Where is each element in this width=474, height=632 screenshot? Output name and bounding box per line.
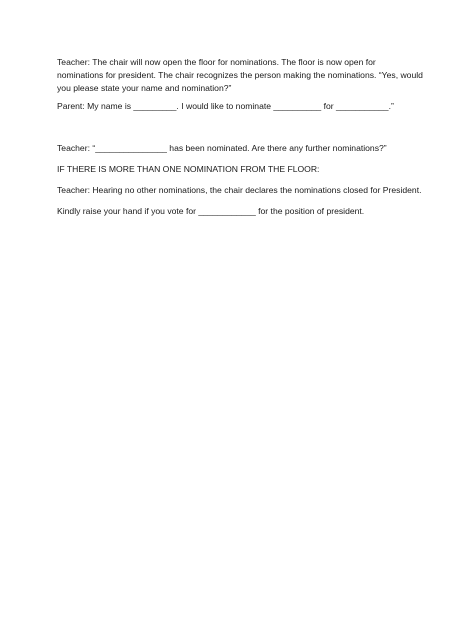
paragraph-teacher-nominated: Teacher: “_______________ has been nominated. Are there any further nominations?”: [57, 143, 387, 153]
paragraph-multiple-nominations-heading: IF THERE IS MORE THAN ONE NOMINATION FROM THE FLOOR:: [57, 164, 320, 174]
paragraph-vote-instruction: Kindly raise your hand if you vote for ____________ for the position of president.: [57, 206, 365, 216]
paragraph-teacher-close-nominations: Teacher: Hearing no other nominations, the chair declares the nominations closed for President.: [57, 185, 422, 195]
paragraph-parent-nomination: Parent: My name is _________. I would like to nominate __________ for ___________.”: [57, 101, 394, 111]
paragraph-teacher-open-floor: Teacher: The chair will now open the floor for nominations. The floor is now open for nominations for president. The chair recognizes the person making the nominations. “Yes, would you please state your name and nomination?”: [57, 57, 423, 93]
